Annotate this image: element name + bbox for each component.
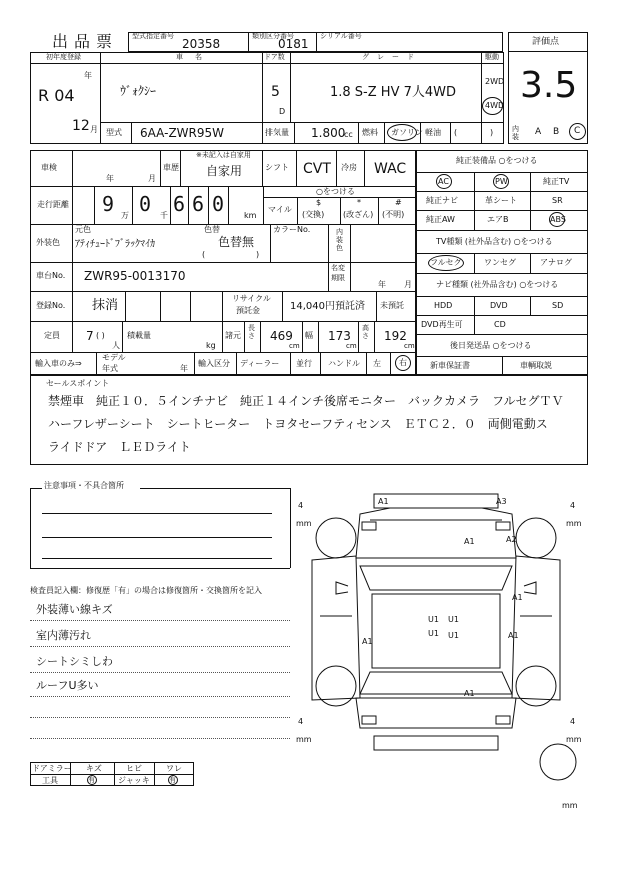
mileage-d1: 9 (102, 192, 115, 216)
svg-text:mm: mm (296, 519, 312, 528)
sales-line-3: ライドドア ＬＥＤライト (48, 440, 191, 454)
first-reg-label: 初年度登録 (46, 53, 81, 61)
grade: 1.8 S-Z HV 7人4WD (330, 85, 456, 100)
svg-text:A1: A1 (512, 593, 523, 602)
steering-side: 右 (399, 358, 407, 367)
interior-grade: C (574, 126, 581, 136)
tire-fr-value: 4 (570, 501, 576, 510)
svg-text:U1: U1 (448, 631, 459, 640)
fuel: ガソリン (391, 128, 423, 137)
class-no: 0181 (278, 37, 309, 51)
model-label: 型式 (106, 128, 122, 137)
svg-text:A1: A1 (508, 631, 519, 640)
svg-text:mm: mm (562, 801, 578, 810)
type-no-label: 型式指定番号 (132, 32, 174, 40)
note-line-2: 室内薄汚れ (36, 629, 91, 642)
tire-rr-value: 4 (570, 717, 576, 726)
type-no: 20358 (182, 37, 221, 51)
svg-text:A1: A1 (464, 689, 475, 698)
svg-text:A2: A2 (506, 535, 517, 544)
doors-label: ドア数 (264, 53, 285, 61)
registration-no: 抹消 (92, 298, 119, 313)
mileage-d3: 6 (173, 192, 186, 216)
tire-rl-value: 4 (298, 717, 304, 726)
use-type: 自家用 (206, 164, 243, 178)
mileage-d2: 0 (139, 192, 152, 216)
length: 469 (270, 329, 293, 343)
sales-label: セールスポイント (46, 379, 110, 388)
sales-line-2: ハーフレザーシート シートヒーター トヨタセーフティセンス ＥＴＣ２．０ 両側電動ス (48, 417, 548, 431)
model: 6AA-ZWR95W (140, 126, 225, 140)
tire-fl-value: 4 (298, 501, 304, 510)
height: 192 (384, 329, 407, 343)
capacity: 7 (86, 329, 94, 343)
ac: WAC (374, 161, 407, 177)
first-reg-era: R 04 (38, 86, 75, 105)
color-change: 色替無 (218, 235, 255, 249)
sales-line-1: 禁煙車 純正１０．５インチナビ 純正１４インチ後席モニター バックカメラ フルセグＴＶ (48, 394, 564, 408)
car-damage-diagram (290, 486, 590, 816)
inspector-note: 検査員記入欄：修復歴「有」の場合は修復箇所・交換箇所を記入 (30, 586, 262, 595)
notes-label: 注意事項・不具合箇所 (44, 481, 124, 490)
first-reg-month: 12 (72, 118, 90, 134)
svg-text:U1: U1 (448, 615, 459, 624)
car-name-label: 車名 (176, 53, 214, 61)
chassis-no: ZWR95-0013170 (84, 269, 186, 283)
svg-text:mm: mm (566, 735, 582, 744)
mileage-d4: 6 (192, 192, 205, 216)
svg-text:U1: U1 (428, 629, 439, 638)
tv-type: フルセグ (430, 258, 462, 267)
score-value: 3.5 (520, 65, 578, 106)
serial-label: シリアル番号 (320, 32, 362, 40)
svg-text:A1: A1 (362, 637, 373, 646)
drive-2wd: 2WD (485, 77, 505, 86)
drive-4wd: 4WD (485, 101, 505, 110)
class-no-label: 類別区分番号 (252, 32, 294, 40)
svg-text:A3: A3 (496, 497, 507, 506)
svg-text:mm: mm (566, 519, 582, 528)
recycle-fee: 14,040円預託済 (290, 301, 365, 312)
mileage-d5: 0 (212, 192, 225, 216)
shift: CVT (303, 161, 331, 177)
grade-label: グレード (362, 53, 422, 61)
doors: 5 (271, 84, 280, 100)
note-line-3: シートシミしわ (36, 655, 113, 668)
svg-text:A1: A1 (378, 497, 389, 506)
width: 173 (328, 329, 351, 343)
svg-text:A1: A1 (464, 537, 475, 546)
form-title: 出品票 (52, 32, 119, 51)
equipment-title: 純正装備品 ○をつける (456, 156, 538, 165)
note-line-1: 外装薄い線キズ (36, 603, 113, 616)
note-line-4: ルーフU多い (36, 679, 99, 692)
original-color: ｱﾃｨﾁｭｰﾄﾞﾌﾞﾗｯｸﾏｲｶ (75, 239, 155, 250)
displacement: 1.800 (311, 126, 346, 140)
svg-text:mm: mm (296, 735, 312, 744)
car-name: ｳﾞｫｸｼｰ (120, 84, 157, 98)
score-label: 評価点 (532, 37, 560, 47)
svg-text:U1: U1 (428, 615, 439, 624)
